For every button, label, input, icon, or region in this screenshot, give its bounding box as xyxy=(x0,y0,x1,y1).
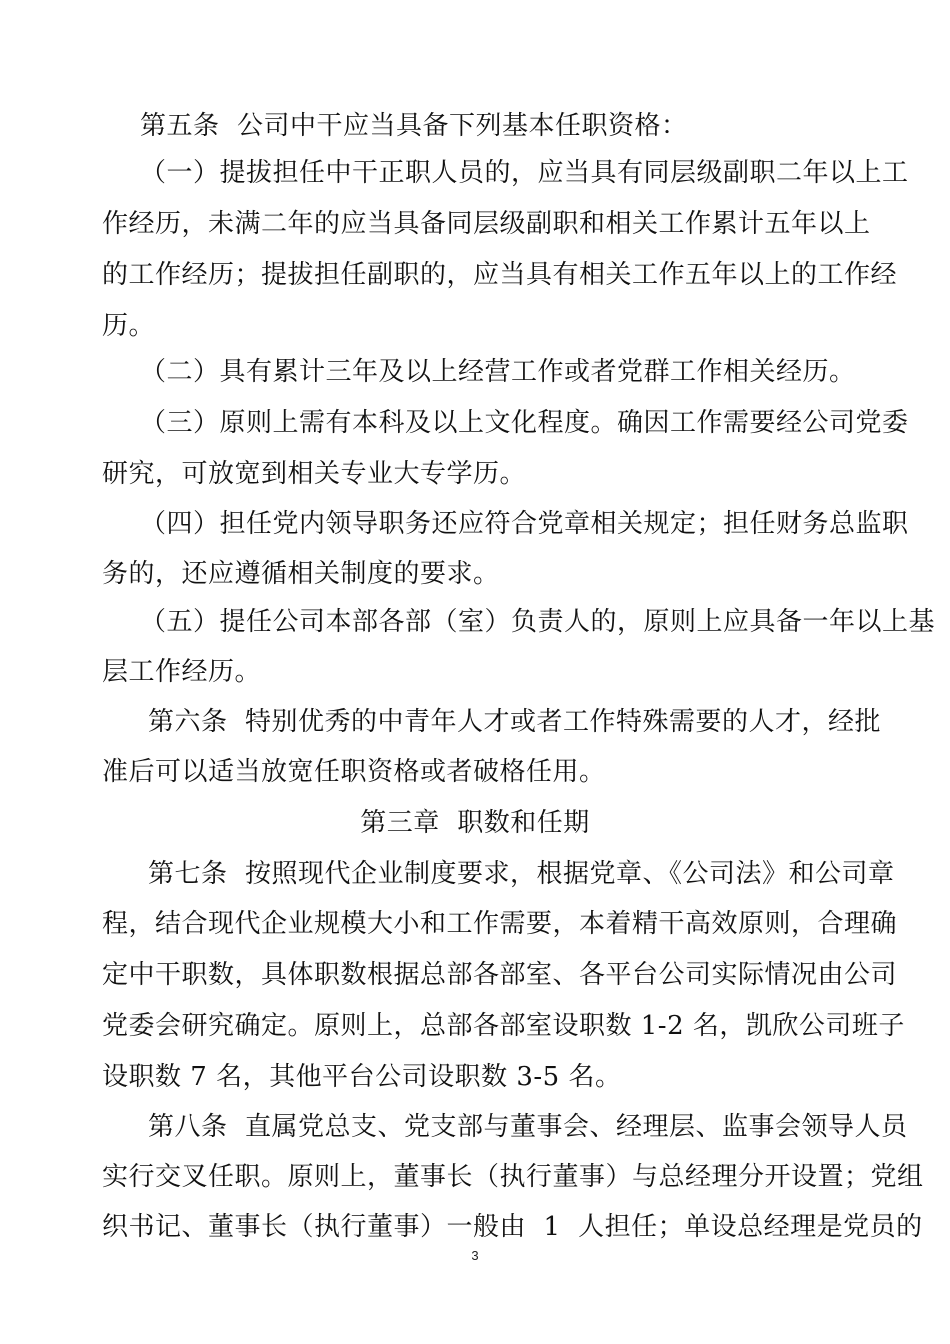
article-7-line-4: 党委会研究确定。原则上，总部各部室设职数 1-2 名，凯欣公司班子 xyxy=(102,1011,905,1041)
article-8-line-3: 织书记、董事长（执行董事）一般由 1 人担任；单设总经理是党员的 xyxy=(102,1212,923,1242)
article-7-line-2: 程，结合现代企业规模大小和工作需要，本着精干高效原则，合理确 xyxy=(102,909,898,939)
article-5-item-1-line-2: 作经历，未满二年的应当具备同层级副职和相关工作累计五年以上 xyxy=(102,209,871,239)
article-6-line-1: 第六条 特别优秀的中青年人才或者工作特殊需要的人才，经批 xyxy=(148,707,882,737)
article-7-line-5: 设职数 7 名，其他平台公司设职数 3-5 名。 xyxy=(102,1062,622,1092)
article-8-line-2: 实行交叉任职。原则上，董事长（执行董事）与总经理分开设置；党组 xyxy=(102,1162,924,1192)
article-7-line-1: 第七条 按照现代企业制度要求，根据党章、《公司法》和公司章 xyxy=(148,859,895,889)
article-5-item-2: （二）具有累计三年及以上经营工作或者党群工作相关经历。 xyxy=(140,357,856,387)
article-5-item-5-line-2: 层工作经历。 xyxy=(102,657,262,687)
article-5-item-4-line-1: （四）担任党内领导职务还应符合党章相关规定；担任财务总监职 xyxy=(140,509,909,539)
article-5-item-3-line-2: 研究，可放宽到相关专业大专学历。 xyxy=(102,459,527,489)
article-5-item-5-line-1: （五）提任公司本部各部（室）负责人的，原则上应具备一年以上基 xyxy=(140,607,936,637)
article-5-item-1-line-3: 的工作经历；提拔担任副职的，应当具有相关工作五年以上的工作经 xyxy=(102,260,898,290)
article-5-item-1-line-4: 历。 xyxy=(102,311,156,341)
article-7-line-3: 定中干职数，具体职数根据总部各部室、各平台公司实际情况由公司 xyxy=(102,960,898,990)
article-5-item-1-line-1: （一）提拔担任中干正职人员的，应当具有同层级副职二年以上工 xyxy=(140,158,909,188)
article-5-item-4-line-2: 务的，还应遵循相关制度的要求。 xyxy=(102,559,500,589)
article-8-line-1: 第八条 直属党总支、党支部与董事会、经理层、监事会领导人员 xyxy=(148,1112,908,1142)
article-5-item-3-line-1: （三）原则上需有本科及以上文化程度。确因工作需要经公司党委 xyxy=(140,408,909,438)
article-5-heading: 第五条 公司中干应当具备下列基本任职资格： xyxy=(140,111,688,141)
chapter-3-title: 第三章 职数和任期 xyxy=(360,808,590,838)
page-number: 3 xyxy=(471,1248,479,1263)
article-6-line-2: 准后可以适当放宽任职资格或者破格任用。 xyxy=(102,757,606,787)
